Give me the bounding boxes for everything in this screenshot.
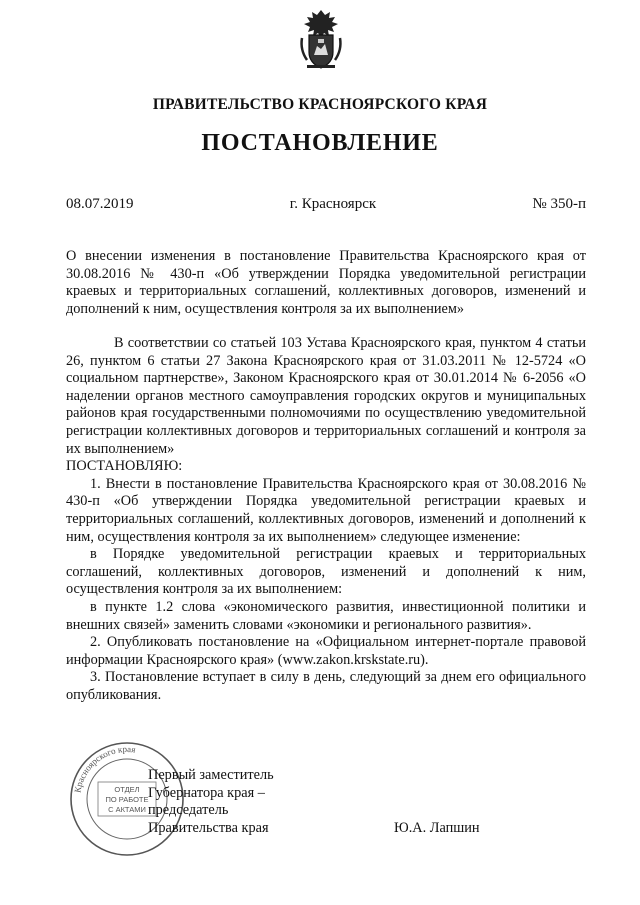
preamble-paragraph: В соответствии со статьей 103 Устава Красноярского края, пунктом 4 статьи 26, пунктом 6 статьи 27 Закона Красноярского края от 31.03.2011 № 12-5724 «О социальном партнерстве», Законом Красноярского края от 30.01.2014 № 6-2056 «О наделении органов местного самоуправления городских округов и муниципальных районов края государственными полномочиями по осуществлению уведомительной регистрации коллективных договоров и территориальных соглашений и контроля за их выполнением» xyxy=(66,335,586,457)
document-number: № 350-п xyxy=(532,196,586,212)
seal-ring-text: Красноярского края xyxy=(72,743,137,794)
document-date: 08.07.2019 xyxy=(66,196,134,212)
item-1-paragraph: 1. Внести в постановление Правительства Красноярского края от 30.08.2016 № 430-п «Об утверждении Порядка уведомительной регистрации краевых и территориальных соглашений, коллективных договоров, изменений и дополнений к ним, осуществления контроля за их выполнением» следующее изменение: xyxy=(66,475,586,545)
item-3-paragraph: 3. Постановление вступает в силу в день, следующий за днем его официального опубликования. xyxy=(66,669,586,703)
signatory-position xyxy=(148,767,274,837)
coat-of-arms-emblem xyxy=(298,8,344,70)
item-1-subparagraph-2: в пункте 1.2 слова «экономического развития, инвестиционной политики и внешних связей» заменить словами «экономики и регионального развития». xyxy=(66,598,586,633)
signatory-line-4: Правительства края xyxy=(148,819,269,836)
seal-inner-line-1: ОТДЕЛ xyxy=(114,785,140,794)
item-2-paragraph: 2. Опубликовать постановление на «Официальном интернет-портале правовой информации Красноярского края» (www.zakon.krskstate.ru). xyxy=(66,634,586,668)
signatory-line-1: Первый заместитель xyxy=(148,767,274,783)
government-name: ПРАВИТЕЛЬСТВО КРАСНОЯРСКОГО КРАЯ xyxy=(152,96,488,113)
item-1-subparagraph: в Порядке уведомительной регистрации краевых и территориальных соглашений, коллективных договоров, изменений и дополнений к ним, осуществления контроля за их выполнением: xyxy=(66,546,586,598)
decree-word: ПОСТАНОВЛЯЮ: xyxy=(66,458,183,475)
signatory-name: Ю.А. Лапшин xyxy=(394,820,480,836)
document-subject: О внесении изменения в постановление Правительства Красноярского края от 30.08.2016 № 430-п «Об утверждении Порядка уведомительной регистрации краевых и территориальных соглашений, коллективных договоров, изменений и дополнений к ним, осуществления контроля за их выполнением» xyxy=(66,248,586,317)
seal-inner-line-2: ПО РАБОТЕ xyxy=(105,795,149,804)
document-city: г. Красноярск xyxy=(289,196,377,212)
signatory-line-3: председатель xyxy=(148,802,229,819)
document-body xyxy=(66,335,586,704)
signatory-line-2: Губернатора края – xyxy=(148,784,265,801)
document-title: ПОСТАНОВЛЕНИЕ xyxy=(201,130,439,156)
document-meta xyxy=(66,196,586,213)
seal-inner-line-3: С АКТАМИ xyxy=(108,805,146,814)
